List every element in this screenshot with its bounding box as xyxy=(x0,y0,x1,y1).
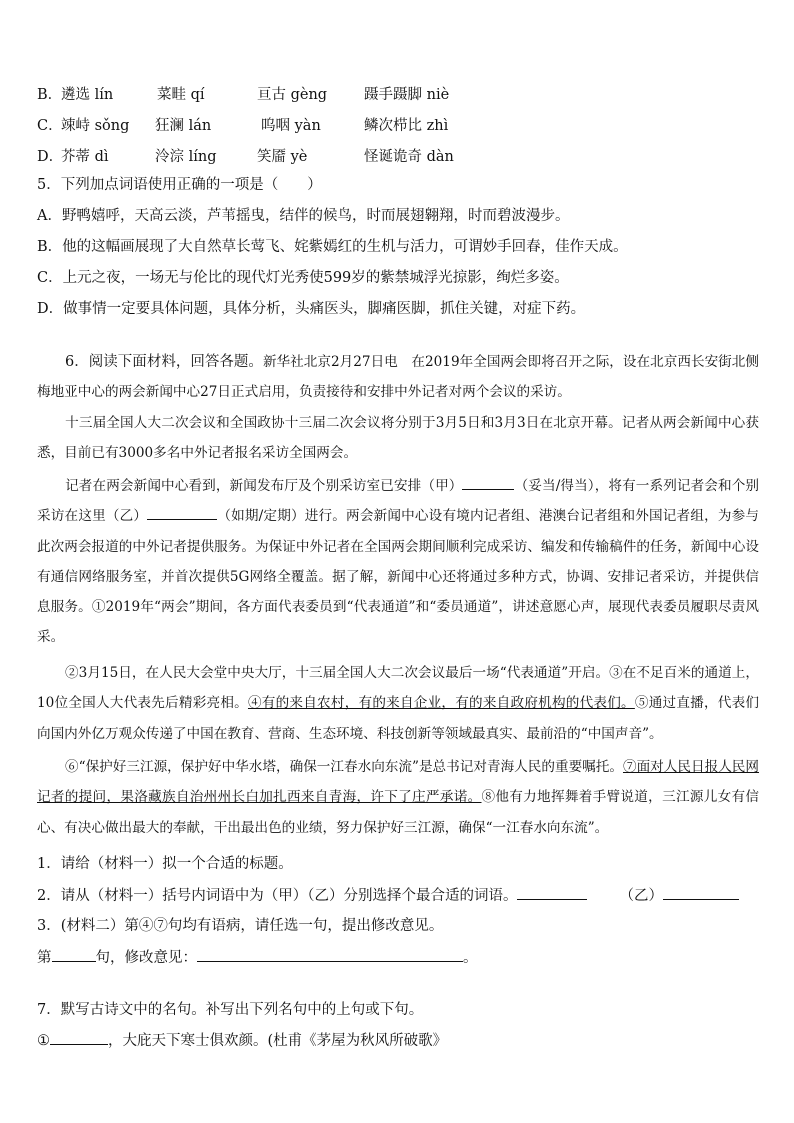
blank-yi[interactable] xyxy=(147,505,217,520)
material-two-text-a: ②3月15日，在人民大会堂中央大厅，十三届全国人大二次会议最后一场“代表通道”开启。③在不足百米的通道上，10位全国人大代表先后精彩亮相。 xyxy=(37,665,759,712)
subquestion-2-text: 2．请从（材料一）括号内词语中为（甲）（乙）分别选择个最合适的词语。 xyxy=(37,888,518,904)
material-two-text-c: ⑥“保护好三江源，保护好中华水塔，确保一江春水向东流”是总书记对青海人民的重要嘱托。 xyxy=(65,759,623,775)
subquestion-2 xyxy=(37,884,739,905)
q7-stem: 7．默写古诗文中的名句。补写出下列名句中的上句或下句。 xyxy=(37,1002,424,1018)
q4-option-c xyxy=(37,114,757,132)
q6-paragraph-3 xyxy=(37,471,759,653)
q6-stem: 6．阅读下面材料，回答各题。 xyxy=(65,354,263,370)
word-2: 狂澜 lán xyxy=(155,118,212,134)
subquestion-3: 3．(材料二）第④⑦句均有语病，请任选一句，提出修改意见。 xyxy=(37,918,444,934)
subquestion-3-fill xyxy=(37,946,478,967)
word-3: 呜咽 yàn xyxy=(261,118,321,134)
item-marker: ① xyxy=(37,1033,50,1049)
option-label: D． xyxy=(37,149,64,165)
word-1: 遴选 lín xyxy=(61,87,114,103)
q7-item-1 xyxy=(37,1029,447,1050)
q5-stem: 5．下列加点词语使用正确的一项是（ ） xyxy=(37,177,322,193)
q5-option-a: A．野鸭嬉呼，天高云淡，芦苇摇曳，结伴的候鸟，时而展翅翱翔，时而碧波漫步。 xyxy=(37,208,570,224)
word-1: 竦峙 sǒng xyxy=(61,118,130,134)
word-1: 芥蒂 dì xyxy=(61,149,109,165)
q6-paragraph-5 xyxy=(37,752,759,843)
option-label: C． xyxy=(37,118,63,134)
material-one-text-b: （妥当/得当），将有一系列记者会和个别采访在这里（乙） xyxy=(37,478,760,525)
material-one-text-a: 记者在两会新闻中心看到，新闻发布厅及个别采访室已安排（甲） xyxy=(65,478,463,494)
poem-line-blank[interactable] xyxy=(50,1030,108,1045)
q6-paragraph-2 xyxy=(37,408,759,469)
answer-blank-jia[interactable] xyxy=(517,885,587,900)
material-two-text-d: ⑧他有力地挥舞着手臂说道，三江源儿女有信心、有决心做出最大的奉献，干出最出色的业绩，努力保护好三江源，确保“一江春水向东流”。 xyxy=(37,789,760,836)
word-4: 蹑手蹑脚 niè xyxy=(364,87,450,103)
material-one-text-c: （如期/定期）进行。两会新闻中心设有境内记者组、港澳台记者组和外国记者组，为参与此次两会报道的中外记者提供服务。为保证中外记者在全国两会期间顺利完成采访、编发和传输稿件的任务，新闻中心设有通信网络服务室，并首次提供5G网络全覆盖。据了解，新闻中心还将通过多种方式，协调、安排记者采访，并提供信息服务。①2019年“两会”期间，各方面代表委员到“代表通道”和“委员通道”，讲述意愿心声，展现代表委员履职尽责风采。 xyxy=(37,508,760,646)
word-4: 鳞次栉比 zhì xyxy=(364,118,449,134)
word-3: 亘古 gèng xyxy=(257,87,328,103)
q4-option-b xyxy=(37,83,757,101)
sentence-number-blank[interactable] xyxy=(52,947,96,962)
material-one-lead: 新华社北京2月27日电 在2019年全国两会即将召开之际，设在北京西长安街北侧梅地亚中心的两会新闻中心27日正式启用，负责接待和安排中外记者对两个会议的采访。 xyxy=(37,354,759,401)
fill-suffix: 。 xyxy=(463,950,478,966)
subquestion-1: 1．请给（材料一）拟一个合适的标题。 xyxy=(37,856,293,872)
word-4: 怪诞诡奇 dàn xyxy=(364,149,454,165)
word-2: 泠淙 líng xyxy=(155,149,217,165)
q4-option-d xyxy=(37,145,757,163)
word-3: 笑靥 yè xyxy=(257,149,308,165)
subquestion-2-yi-label: （乙） xyxy=(619,888,663,904)
sentence-4-underlined: ④有的来自农村，有的来自企业，有的来自政府机构的代表们。 xyxy=(247,695,635,712)
fill-prefix: 第 xyxy=(37,950,52,966)
q5-option-b: B．他的这幅画展现了大自然草长莺飞、姹紫嫣红的生机与活力，可谓妙手回春，佳作天成。 xyxy=(37,239,628,255)
word-2: 菜畦 qí xyxy=(157,87,205,103)
sentence-7-underlined: ⑦面对人民日报人民网记者的提问，果洛藏族自治州州长白加扎西来自青海，许下了庄严承诺。 xyxy=(37,759,759,806)
revision-blank[interactable] xyxy=(197,947,463,962)
q5-option-c: C．上元之夜，一场无与伦比的现代灯光秀使599岁的紫禁城浮光掠影，绚烂多姿。 xyxy=(37,270,569,286)
option-label: B． xyxy=(37,87,63,103)
q6-paragraph-1 xyxy=(37,347,759,408)
poem-line-text: ，大庇天下寒士俱欢颜。(杜甫《茅屋为秋风所破歌》 xyxy=(108,1033,448,1049)
material-one-body: 十三届全国人大二次会议和全国政协十三届二次会议将分别于3月5日和3月3日在北京开幕。记者从两会新闻中心获悉，目前已有3000多名中外记者报名采访全国两会。 xyxy=(37,415,759,462)
blank-jia[interactable] xyxy=(462,475,514,490)
q5-option-d: D．做事情一定要具体问题，具体分析，头痛医头，脚痛医脚，抓住关键，对症下药。 xyxy=(37,301,586,317)
material-two-text-b: ⑤通过直播，代表们向国内外亿万观众传递了中国在教育、营商、生态环境、科技创新等领域最真实、最前沿的“中国声音”。 xyxy=(37,695,760,742)
q6-paragraph-4 xyxy=(37,658,759,749)
fill-label: 句，修改意见： xyxy=(95,950,197,966)
answer-blank-yi[interactable] xyxy=(663,885,739,900)
